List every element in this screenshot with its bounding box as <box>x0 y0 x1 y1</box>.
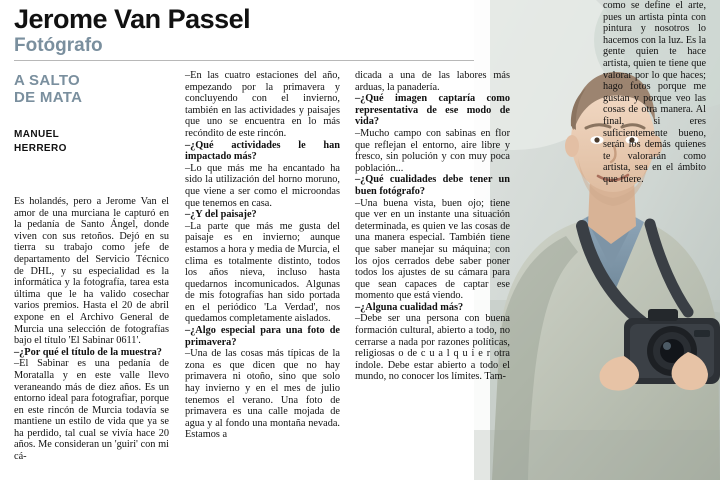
question: –¿Algo especial para una foto de primavera? <box>185 325 340 348</box>
paragraph: –Mucho campo con sabinas en flor que reflejan el entorno, aire libre y fresco, sin polución y con muy poca población... <box>355 127 510 174</box>
question: –¿Qué imagen captaría como representativa de ese modo de vida? <box>355 93 510 128</box>
page-title: Jerome Van Passel <box>14 4 251 34</box>
section-label-line2: DE MATA <box>14 89 83 107</box>
paragraph: –En las cuatro estaciones del año, empezando por la primavera y concluyendo con el invierno, también en las actividades y paisajes que uno se encuentra en lo más recóndito de este rincón. <box>185 70 340 139</box>
paragraph: –Una buena vista, buen ojo; tiene que ver en un instante una situación determinada, es quien ve las cosas de una manera especial. También tiene que saber manejar su máquina; con los ojos cerrados debe saber poner todos los ajustes de su cámara para que sean capaces de captar ese momento que está viendo. <box>355 197 510 302</box>
article-column-2 <box>185 70 340 480</box>
question: –¿Qué actividades le han impactado más? <box>185 139 340 163</box>
paragraph: –Una de las cosas más típicas de la zona es que dicen que no hay primavera ni otoño, sino que solo hay invierno y en el mes de julio tenemos el verano. Una foto de primavera es una calle mojada de agua y al fondo una montaña nevada. Estamos a <box>185 348 340 441</box>
question: –¿Y del paisaje? <box>185 209 257 221</box>
question: –¿Qué cualidades debe tener un buen fotógrafo? <box>355 174 510 197</box>
paragraph: –La parte que más me gusta del paisaje es en invierno; aunque estamos a hora y media de Murcia, el clima es totalmente distinto, todos los años nieva, incluso hasta quedarnos incomunicados. Algunas de mis fotografías han sido portada en el periódico 'La Verdad', nos quedamos completamente aislados. <box>185 220 340 325</box>
article-column-4 <box>603 0 706 215</box>
page-subtitle: Fotógrafo <box>14 35 103 56</box>
paragraph: –El Sabinar es una pedanía de Moratalla y en este valle llevo veraneando más de diez años. Es un entorno ideal para fotografiar, porque en este rincón de Murcia todavía se mantiene un estilo de vida que ya se ha perdido, tal cual se vivía hace 20 años. Me consideran un 'guiri' con mi cá- <box>14 358 169 463</box>
question: –¿Por qué el título de la muestra? <box>14 346 162 358</box>
byline-line1: MANUEL <box>14 129 60 140</box>
article-column-1 <box>14 196 169 480</box>
paragraph: –Lo que más me ha encantado ha sido la utilización del horno moruno, que viene a ser como el microondas que tenemos en casa. <box>185 162 340 209</box>
article-column-3 <box>355 70 510 480</box>
question: –¿Alguna cualidad más? <box>355 301 464 313</box>
masthead <box>14 6 344 56</box>
byline-line2: HERRERO <box>14 142 67 154</box>
paragraph: –Debe ser una persona con buena formación cultural, abierto a todo, no cerrarse a nada por razones políticas, religiosas o de c u a l q u i e r otra índole. Debe estar abierto a todo el mundo, no conocer los límites. Tam- <box>355 313 510 383</box>
byline <box>14 128 169 155</box>
paragraph: Es holandés, pero a Jerome Van el amor de una murciana le capturó en la pedanía de Santo Ángel, donde viven con sus retoños. Dejó en su tierra su trabajo como jefe de departamento del Servicio Técnico de DHL, y su especialidad es la informática y la fotografía, tarea esta última que le ha valido cosechar varios premios. Hasta el 20 de abril expone en el Archivo General de Murcia una selección de fotografías bajo el título 'El Sabinar 0611'. <box>14 196 169 347</box>
paragraph: como se define el arte, pues un artista pinta con pintura y nosotros lo hacemos con la luz. Es la gente quien te hace artista, quien te tiene que valorar por lo que haces; hago fotos porque me gustan y porque veo las cosas de otra manera. Al final, si eres suficientemente bueno, serán los demás quienes te valorarán como artista, sea en el ámbito que fuere. <box>603 0 706 185</box>
section-label <box>14 72 169 107</box>
paragraph: dicada a una de las labores más arduas, la panadería. <box>355 70 510 93</box>
section-label-line1: A SALTO <box>14 72 80 89</box>
